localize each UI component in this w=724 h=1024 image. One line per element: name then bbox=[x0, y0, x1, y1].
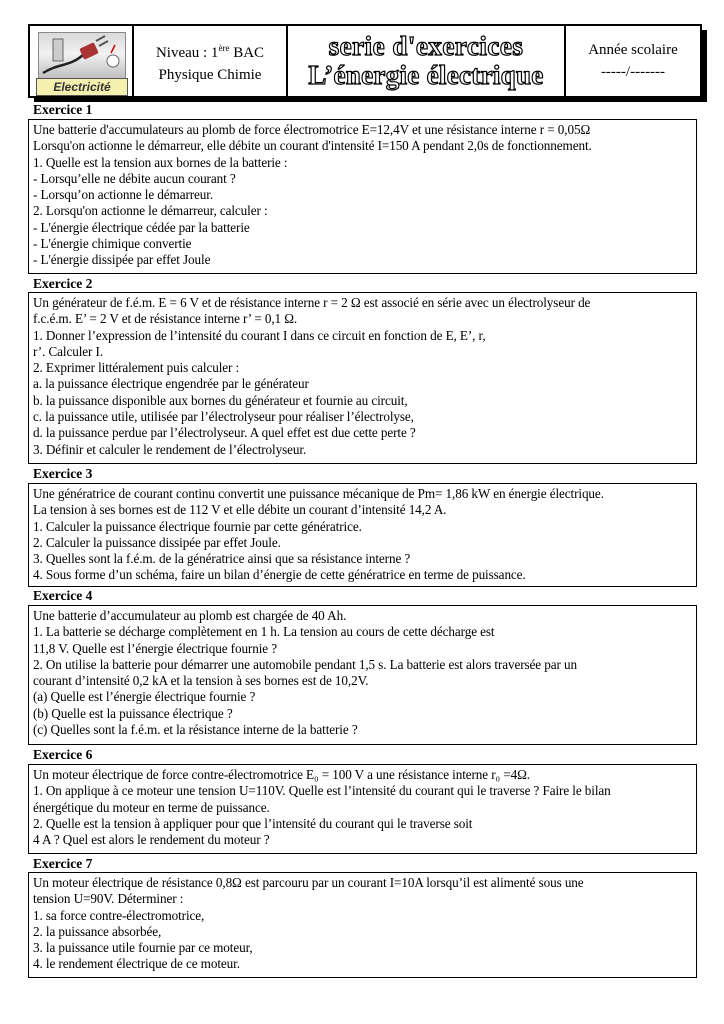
exercise-line: - Lorsqu’on actionne le démarreur. bbox=[33, 187, 214, 203]
exercise-line: 3. Définir et calculer le rendement de l’électrolyseur. bbox=[33, 441, 307, 457]
exercise-line: (b) Quelle est la puissance électrique ? bbox=[33, 705, 233, 721]
exercise-title: Exercice 6 bbox=[33, 747, 93, 762]
exercise-line: 1. sa force contre-électromotrice, bbox=[33, 907, 205, 923]
exercise-line: 4. le rendement électrique de ce moteur. bbox=[33, 956, 240, 972]
annee-cell bbox=[566, 26, 700, 96]
plug-icon bbox=[39, 33, 125, 79]
exercise-title: Exercice 4 bbox=[33, 588, 93, 603]
exercise-box bbox=[28, 483, 697, 587]
exercise-title: Exercice 2 bbox=[33, 276, 93, 291]
exercise-line: a. la puissance électrique engendrée par le générateur bbox=[33, 376, 309, 392]
exercise-box bbox=[28, 119, 697, 274]
exercise-line: Une génératrice de courant continu convertit une puissance mécanique de Pm= 1,86 kW en énergie électrique. bbox=[33, 486, 604, 501]
exercise-line: c. la puissance utile, utilisée par l’électrolyseur pour réaliser l’électrolyse, bbox=[33, 409, 414, 425]
title-cell bbox=[288, 26, 566, 96]
logo-word: Electricité bbox=[36, 78, 128, 96]
niveau-cell bbox=[134, 26, 288, 96]
exercise-line: Lorsqu'on actionne le démarreur, elle débite un courant d'intensité I=150 A pendant 2,0s de fonctionnement. bbox=[33, 138, 592, 154]
exercise-line: - L'énergie électrique cédée par la batterie bbox=[33, 219, 250, 235]
matiere-label: Physique Chimie bbox=[158, 66, 262, 83]
header-shadow-right bbox=[702, 30, 707, 102]
logo-picture bbox=[38, 32, 126, 80]
exercise-line: - Lorsqu’elle ne débite aucun courant ? bbox=[33, 170, 236, 186]
exercise-line: 11,8 V. Quelle est l’énergie électrique fournie ? bbox=[33, 640, 277, 656]
annee-value: -----/------- bbox=[600, 64, 666, 80]
exercise-line: 3. la puissance utile fournie par ce moteur, bbox=[33, 940, 253, 956]
exercise-line: (a) Quelle est l’énergie électrique fournie ? bbox=[33, 689, 256, 705]
electricity-logo bbox=[30, 26, 134, 96]
exercise-line: d. la puissance perdue par l’électrolyseur. A quel effet est due cette perte ? bbox=[33, 425, 416, 441]
exercise-box bbox=[28, 605, 697, 745]
exercise-box bbox=[28, 292, 697, 464]
exercise-line: 1. Calculer la puissance électrique fournie par cette génératrice. bbox=[33, 518, 362, 534]
exercise-line: 1. On applique à ce moteur une tension U=110V. Quelle est l’intensité du courant qui le traverse ? Faire le bilan bbox=[33, 783, 611, 799]
exercise-line: 4. Sous forme d’un schéma, faire un bilan d’énergie de cette génératrice en terme de puissance. bbox=[33, 567, 526, 583]
exercise-line: Un générateur de f.é.m. E = 6 V et de résistance interne r = 2 Ω est associé en série avec un électrolyseur de bbox=[33, 295, 591, 310]
exercise-title: Exercice 3 bbox=[33, 466, 93, 481]
exercise-line: 2. Quelle est la tension à appliquer pour que l’intensité du courant qui le traverse soit bbox=[33, 815, 473, 831]
exercise-line: tension U=90V. Déterminer : bbox=[33, 891, 184, 907]
exercise-line: Une batterie d'accumulateurs au plomb de force électromotrice E=12,4V et une résistance interne r = 0,05Ω bbox=[33, 122, 591, 137]
exercise-title: Exercice 1 bbox=[33, 102, 93, 117]
exercise-line: courant d’intensité 0,2 kA et la tension à ses bornes est de 10,2V. bbox=[33, 673, 369, 689]
exercise-line: Un moteur électrique de résistance 0,8Ω est parcouru par un courant I=10A lorsqu’il est alimenté sous une bbox=[33, 875, 584, 890]
exercise-line: - L'énergie chimique convertie bbox=[33, 236, 192, 252]
exercise-line: La tension à ses bornes est de 112 V et elle débite un courant d’intensité 14,2 A. bbox=[33, 502, 447, 518]
exercise-line: 2. la puissance absorbée, bbox=[33, 923, 162, 939]
exercise-box bbox=[28, 872, 697, 978]
header-shadow-bottom bbox=[34, 98, 707, 102]
topic-title: L’énergie électrique bbox=[308, 60, 544, 90]
exercise-line: Une batterie d’accumulateur au plomb est chargée de 40 Ah. bbox=[33, 608, 347, 623]
series-title: serie d'exercices bbox=[328, 31, 524, 61]
exercise-line: - L'énergie dissipée par effet Joule bbox=[33, 252, 211, 268]
niveau-label: Niveau : 1ère BAC bbox=[155, 42, 265, 61]
exercise-line: (c) Quelles sont la f.é.m. et la résistance interne de la batterie ? bbox=[33, 722, 358, 738]
exercise-line: 1. La batterie se décharge complètement en 1 h. La tension au cours de cette décharge est bbox=[33, 624, 495, 640]
exercise-title: Exercice 7 bbox=[33, 856, 93, 871]
exercise-box bbox=[28, 764, 697, 854]
exercise-line: énergétique du moteur en terme de puissance. bbox=[33, 799, 270, 815]
exercise-line: b. la puissance disponible aux bornes du générateur et fournie au circuit, bbox=[33, 392, 408, 408]
exercise-line: f.c.é.m. E’ = 2 V et de résistance interne r’ = 0,1 Ω. bbox=[33, 311, 298, 327]
exercise-line: 2. On utilise la batterie pour démarrer une automobile pendant 1,5 s. La batterie est alors traversée par un bbox=[33, 656, 577, 672]
exercise-line: 2. Calculer la puissance dissipée par effet Joule. bbox=[33, 534, 281, 550]
exercise-line: 1. Donner l’expression de l’intensité du courant I dans ce circuit en fonction de E, E’, r, bbox=[33, 327, 486, 343]
exercise-line: 2. Exprimer littéralement puis calculer : bbox=[33, 360, 240, 376]
exercise-line: r’. Calculer I. bbox=[33, 343, 104, 359]
exercise-line: 4 A ? Quel est alors le rendement du moteur ? bbox=[33, 832, 270, 848]
annee-label: Année scolaire bbox=[588, 42, 678, 58]
exercise-line: 2. Lorsqu'on actionne le démarreur, calculer : bbox=[33, 203, 268, 219]
exercise-line: 1. Quelle est la tension aux bornes de la batterie : bbox=[33, 154, 288, 170]
exercise-line: 3. Quelles sont la f.é.m. de la génératrice ainsi que sa résistance interne ? bbox=[33, 551, 411, 567]
document-header bbox=[28, 24, 702, 98]
exercise-line: Un moteur électrique de force contre-électromotrice E₀ = 100 V a une résistance interne r₀ =4Ω. bbox=[33, 767, 530, 782]
